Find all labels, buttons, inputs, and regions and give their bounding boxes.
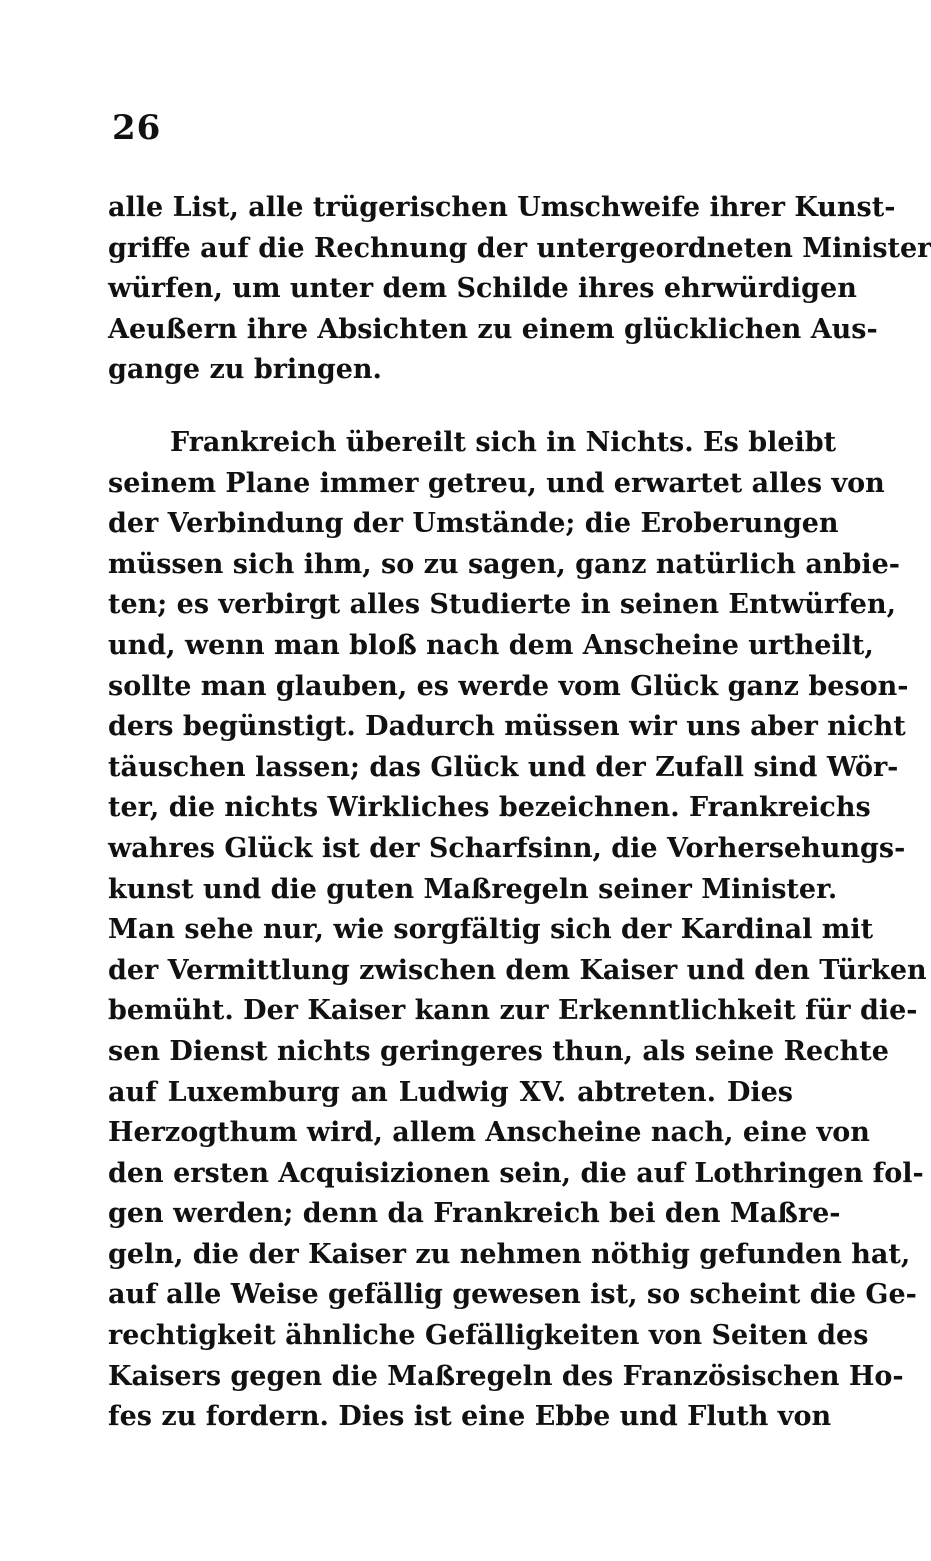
paragraph-2 [108,423,927,1438]
text-line: gen werden; denn da Frankreich bei den Maßre- [108,1198,841,1230]
text-line: bemüht. Der Kaiser kann zur Erkenntlichkeit für die- [108,995,918,1027]
text-line: griffe auf die Rechnung der untergeordneten Minister [108,232,931,264]
text-line: ders begünstigt. Dadurch müssen wir uns aber nicht [108,711,906,743]
text-line: sollte man glauben, es werde vom Glück ganz beson- [108,670,909,702]
text-line: der Verbindung der Umstände; die Eroberungen [108,508,839,540]
text-line: Aeußern ihre Absichten zu einem glücklichen Aus- [108,313,878,345]
text-line: wahres Glück ist der Scharfsinn, die Vorhersehungs- [108,832,906,864]
text-line: ten; es verbirgt alles Studierte in seinen Entwürfen, [108,589,896,621]
text-line: alle List, alle trügerischen Umschweife ihrer Kunst- [108,192,896,223]
text-line: müssen sich ihm, so zu sagen, ganz natürlich anbie- [108,548,900,580]
text-line: seinem Plane immer getreu, und erwartet alles von [108,467,885,499]
text-line: fes zu fordern. Dies ist eine Ebbe und Fluth von [108,1401,832,1433]
text-line: sen Dienst nichts geringeres thun, als seine Rechte [108,1035,889,1067]
text-line: der Vermittlung zwischen dem Kaiser und den Türken [108,954,927,986]
text-line: gange zu bringen. [108,354,382,386]
text-line: und, wenn man bloß nach dem Anscheine urtheilt, [108,629,874,661]
text-line: den ersten Acquisizionen sein, die auf Lothringen fol- [108,1157,924,1189]
text-line: ter, die nichts Wirkliches bezeichnen. Frankreichs [108,792,871,824]
text-line: rechtigkeit ähnliche Gefälligkeiten von Seiten des [108,1320,869,1352]
text-line: auf Luxemburg an Ludwig XV. abtreten. Dies [108,1076,793,1108]
text-line: auf alle Weise gefällig gewesen ist, so scheint die Ge- [108,1279,917,1311]
text-line: Herzogthum wird, allem Anscheine nach, eine von [108,1117,870,1149]
text-line: würfen, um unter dem Schilde ihres ehrwürdigen [108,273,857,305]
text-line: Kaisers gegen die Maßregeln des Französischen Ho- [108,1360,904,1392]
page-number: 26 [112,108,162,148]
text-line: kunst und die guten Maßregeln seiner Minister. [108,873,838,905]
paragraph-1 [108,188,931,391]
text-line: geln, die der Kaiser zu nehmen nöthig gefunden hat, [108,1238,911,1270]
text-line: Frankreich übereilt sich in Nichts. Es bleibt [170,427,837,458]
text-line: Man sehe nur, wie sorgfältig sich der Kardinal mit [108,914,874,946]
text-line: täuschen lassen; das Glück und der Zufall sind Wör- [108,751,899,783]
